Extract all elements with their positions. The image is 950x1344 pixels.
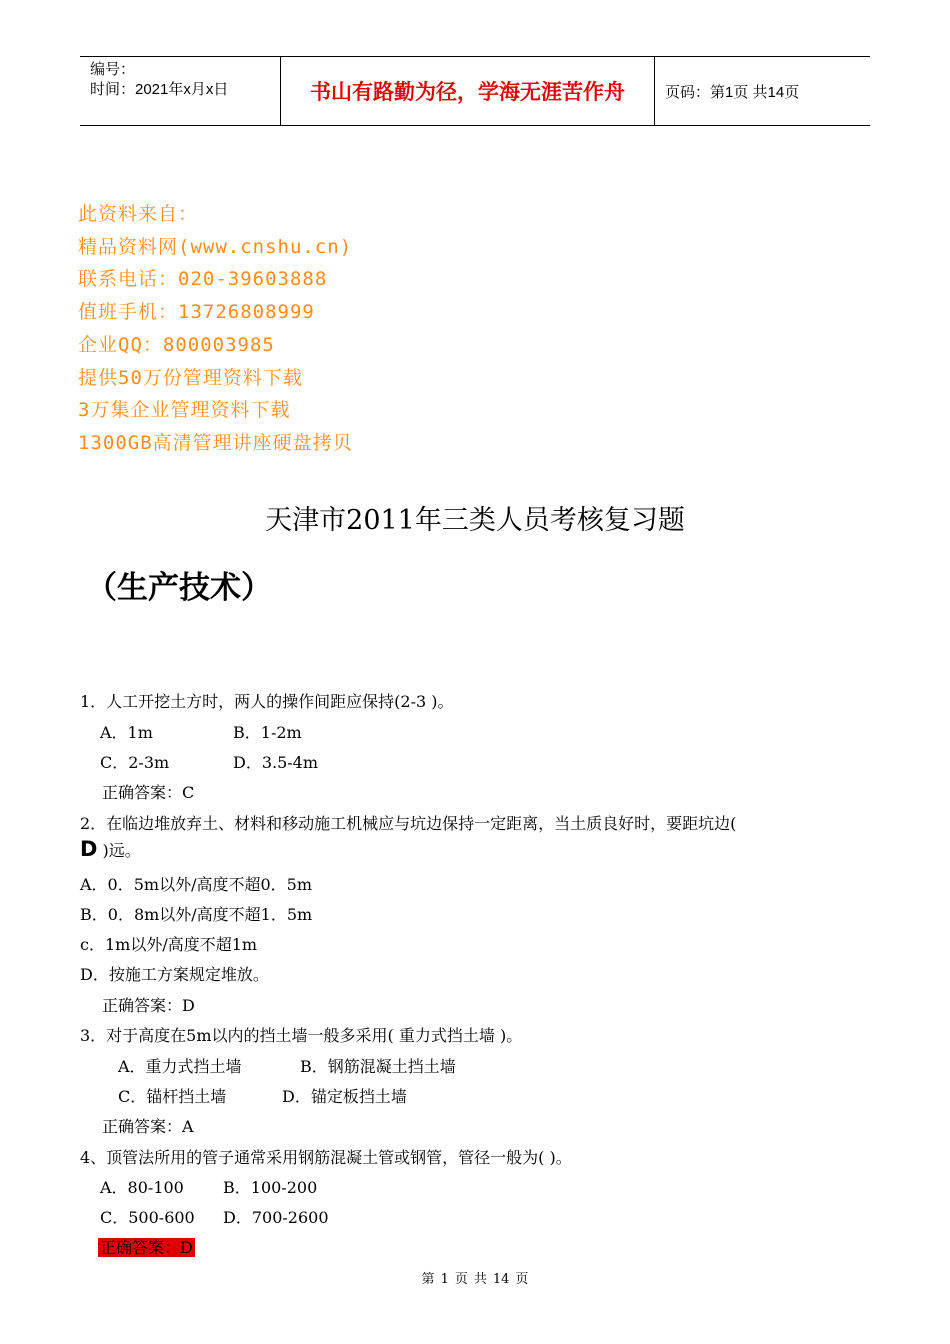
question-4-answer: 正确答案：D — [100, 1238, 193, 1257]
ad-line: 1300GB高清管理讲座硬盘拷贝 — [78, 431, 353, 454]
question-4-option-b: B．100-200 — [223, 1178, 318, 1197]
header-meta — [80, 57, 281, 125]
question-3-answer: 正确答案：A — [102, 1117, 194, 1136]
header-page-info: 页码：第1页 共14页 — [665, 83, 800, 101]
question-2-option-a: A．0．5m以外/高度不超0．5m — [80, 875, 313, 894]
ad-block — [78, 198, 353, 460]
question-4-stem: 4、顶管法所用的管子通常采用钢筋混凝土管或钢管，管径一般为( )。 — [80, 1148, 572, 1167]
question-4-option-c: C．500-600 — [100, 1208, 195, 1227]
question-2-stem-end-line — [80, 837, 141, 861]
document-subtitle: （生产技术） — [86, 570, 272, 606]
footer-text: 页 — [454, 1272, 468, 1287]
question-1-option-d: D．3.5-4m — [233, 753, 319, 772]
ad-line: 企业QQ：800003985 — [78, 333, 275, 356]
question-2-option-d: D．按施工方案规定堆放。 — [80, 965, 269, 984]
footer-total-pages: 14 — [492, 1272, 510, 1287]
ad-line: 提供50万份管理资料下载 — [78, 366, 303, 389]
question-2-answer-inline: D — [80, 837, 98, 861]
footer-text: 页 — [515, 1272, 529, 1287]
question-2-option-c: c．1m以外/高度不超1m — [80, 935, 258, 954]
footer-page-number: 1 — [440, 1272, 449, 1287]
question-4-option-d: D．700-2600 — [223, 1208, 329, 1227]
question-1-answer: 正确答案：C — [102, 783, 195, 802]
question-3-option-a: A．重力式挡土墙 — [118, 1057, 242, 1076]
question-3-stem: 3．对于高度在5m以内的挡土墙一般多采用( 重力式挡土墙 )。 — [80, 1026, 523, 1045]
question-3-option-b: B．钢筋混凝土挡土墙 — [300, 1057, 456, 1076]
question-3-option-c: C．锚杆挡土墙 — [118, 1087, 227, 1106]
question-1-option-c: C．2-3m — [100, 753, 170, 772]
question-3-option-d: D．锚定板挡土墙 — [282, 1087, 407, 1106]
question-1-stem: 1．人工开挖土方时，两人的操作间距应保持(2-3 )。 — [80, 692, 454, 711]
footer-text: 共 — [473, 1272, 487, 1287]
question-1-option-a: A．1m — [100, 723, 153, 742]
ad-line: 联系电话：020-39603888 — [78, 268, 328, 291]
ad-line: 此资料来自： — [78, 203, 199, 225]
question-2-stem-start: 2．在临边堆放弃土、材料和移动施工机械应与坑边保持一定距离，当土质良好时，要距坑边( — [80, 814, 737, 833]
question-2-stem-end: )远。 — [97, 841, 141, 860]
page-header — [80, 56, 870, 126]
question-2-option-b: B．0．8m以外/高度不超1．5m — [80, 905, 313, 924]
question-1-option-b: B．1-2m — [233, 723, 302, 742]
ad-line: 精品资料网(www.cnshu.cn) — [78, 235, 353, 258]
ad-line: 值班手机：13726808999 — [78, 301, 315, 324]
question-4-option-a: A．80-100 — [100, 1178, 184, 1197]
question-4-answer-highlighted — [98, 1235, 195, 1258]
time-label: 时间：2021年x月x日 — [90, 81, 229, 98]
question-2-answer: 正确答案：D — [102, 996, 195, 1015]
serial-label: 编号： — [90, 61, 136, 78]
footer-text: 第 — [421, 1272, 435, 1287]
ad-line: 3万集企业管理资料下载 — [78, 399, 291, 422]
header-motto: 书山有路勤为径，学海无涯苦作舟 — [281, 57, 655, 125]
page-footer — [0, 1268, 950, 1287]
document-title: 天津市2011年三类人员考核复习题 — [265, 505, 685, 536]
